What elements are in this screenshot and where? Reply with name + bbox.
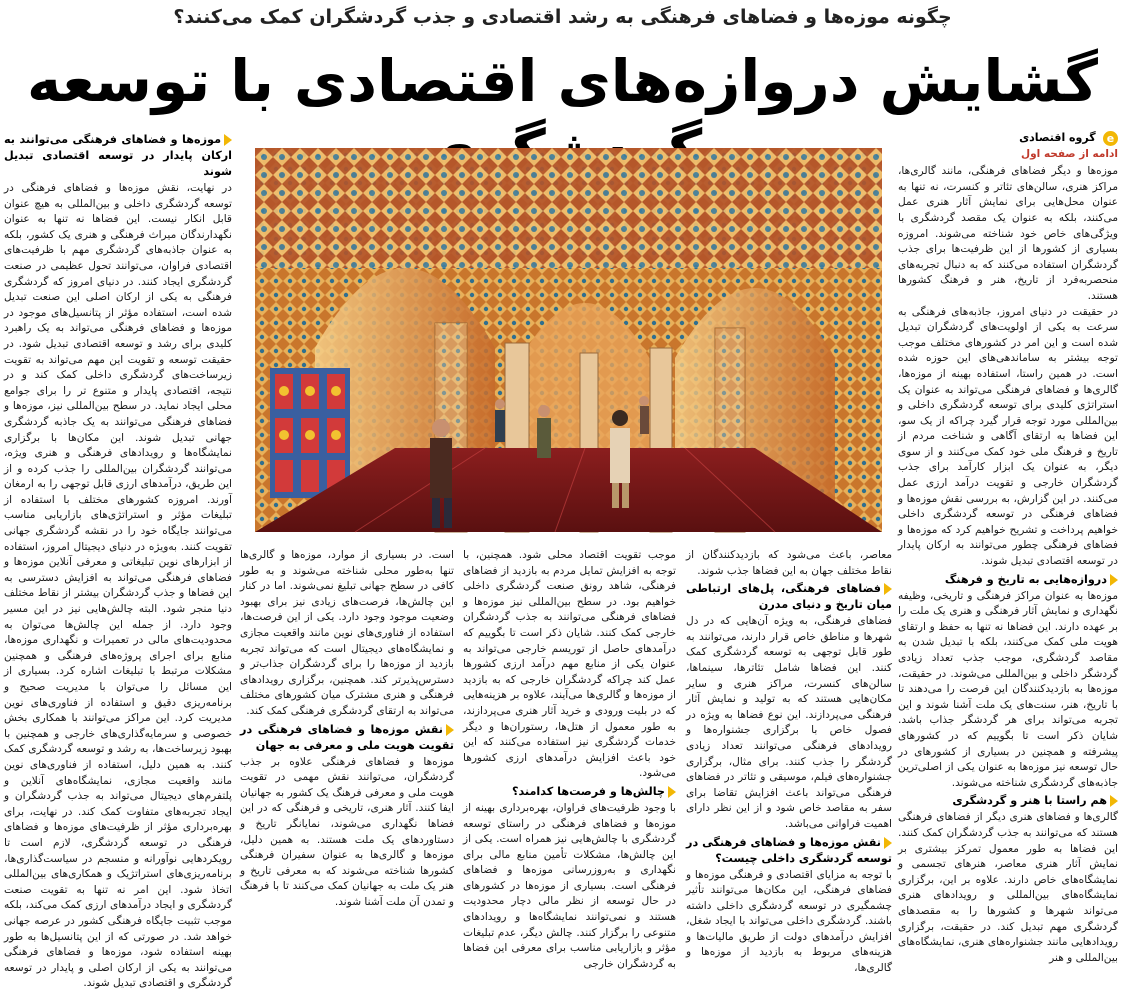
subheading-text: هم راستا با هنر و گردشگری	[952, 794, 1107, 808]
paragraph: معاصر، باعث می‌شود که بازدیدکنندگان از نقاط مختلف جهان به این فضاها جذب شوند.	[686, 549, 892, 577]
subheading-text: موزه‌ها و فضاهای فرهنگی می‌توانند به ارکان پایدار در توسعه اقتصادی تبدیل شوند	[4, 133, 232, 178]
paragraph: موزه‌ها به عنوان مراکز فرهنگی و تاریخی، وظیفه نگهداری و نمایش آثار فرهنگی و هنری یک ملت را بر عهده دارند. این فضاها نه تنها به حفظ و ارتقای هویت ملی کمک می‌کنند، بلکه با تبدیل شدن به مقاصد گردشگری، موجب جذب تعداد زیادی گردشگر داخلی و بین‌المللی می‌شوند. در حقیقت، موزه‌ها به بازدیدکنندگان این فرصت را می‌دهند تا با تاریخ، هنر، سنت‌های یک ملت آشنا شوند و این تجربه می‌تواند برای هر گردشگر جذاب باشد. شایان ذکر است تا بگوییم که در کشورهای پیشرفته و همچنین در بسیاری از کشورهای در حال توسعه نیز موزه‌ها به عنوان یکی از اصلی‌ترین جاذبه‌های گردشگری شناخته می‌شوند.	[898, 589, 1118, 789]
subheading	[898, 572, 1118, 588]
paragraph: است. در بسیاری از موارد، موزه‌ها و گالری‌ها تنها به‌طور محلی شناخته می‌شوند و به طور کافی در سطح جهانی تبلیغ نمی‌شوند. اما در کنار این چالش‌ها، فرصت‌های زیادی نیز برای بهبود وضعیت موجود وجود دارد. یکی از این فرصت‌ها، استفاده از فناوری‌های نوین مانند واقعیت مجازی و نمایشگاه‌های دیجیتال است که می‌تواند تجربه بازدید از موزه‌ها را برای گردشگران جذاب‌تر و دسترس‌پذیرتر کند. همچنین، برگزاری رویدادهای فرهنگی و هنری مشترک میان کشورهای مختلف می‌تواند به ارتقای گردشگری فرهنگی کمک کند.	[240, 549, 454, 717]
subheading	[463, 784, 676, 800]
article-column-3	[686, 548, 892, 975]
subheading	[898, 793, 1118, 809]
paragraph: در حقیقت در دنیای امروز، جاذبه‌های فرهنگی به سرعت به یکی از اولویت‌های گردشگران تبدیل شده است و این امر در کشورهای مختلف موجب توجه بیشتر به ساماندهی‌های این حوزه شده است. در همین راستا، استفاده بهینه از موزه‌ها، گالری‌ها و فضاهای فرهنگی می‌تواند به عنوان یک استراتژی کلیدی برای توسعه گردشگری داخلی و بین‌المللی مورد توجه قرار گیرد چراکه از یک سو، این فضاها به ارتقای آگاهی و شناخت مردم از تاریخ و فرهنگ ملی خود کمک می‌کنند و از سوی دیگر، به عنوان یک ابزار کارآمد برای جذب گردشگران خارجی و تقویت درآمد ارزی عمل می‌کنند. در این گزارش، به بررسی نقش موزه‌ها و فضاهای فرهنگی در توسعه گردشگری داخلی خواهیم پرداخت و تشریح خواهیم کرد که موزه‌ها و فضاهای فرهنگی چطور می‌توانند به ارکان پایدار در توسعه اقتصادی تبدیل شوند.	[898, 305, 1118, 568]
article-column-1	[898, 130, 1118, 964]
paragraph: موزه‌ها و فضاهای فرهنگی علاوه بر جذب گردشگران، می‌توانند نقش مهمی در تقویت هویت ملی و معرفی فرهنگ یک کشور به جهانیان ایفا کنند. آثار هنری، تاریخی و فرهنگی که در این فضاها نگهداری می‌شوند، نمایانگر تاریخ و دستاوردهای یک ملت هستند. به همین دلیل، موزه‌ها و گالری‌ها به عنوان سفیران فرهنگی کشورها شناخته می‌شوند که به معرفی تاریخ و هنر یک ملت به جهانیان کمک می‌کنند تا با فرهنگ و تمدن آن ملت آشنا شوند.	[240, 755, 454, 908]
subheading-text: فضاهای فرهنگی، پل‌های ارتباطی میان تاریخ و دنیای مدرن	[686, 582, 892, 612]
section-tag	[898, 130, 1118, 147]
article-column-5	[240, 548, 454, 925]
subheading-text: چالش‌ها و فرصت‌ها کدامند؟	[511, 784, 665, 798]
paragraph: موجب تقویت اقتصاد محلی شود. همچنین، با توجه به افزایش تمایل مردم به بازدید از فضاهای فرهنگی، شاهد رونق صنعت گردشگری داخلی خواهیم بود. در سطح بین‌المللی نیز موزه‌ها و فضاهای فرهنگی می‌توانند به جذب گردشگران خارجی کمک کنند. شایان ذکر است تا بگوییم که درآمدهای حاصل از توریسم خارجی می‌تواند به عنوان یکی از منابع مهم درآمد ارزی کشورها عمل کند چراکه گردشگران خارجی که به بازدید از موزه‌ها و گالری‌ها می‌آیند، علاوه بر هزینه‌هایی که در بلیت ورودی و خرید آثار هنری می‌پردازند، به طور معمول از هتل‌ها، رستوران‌ها و دیگر خدمات گردشگری نیز استفاده می‌کنند که این خود باعث افزایش درآمدهای ارزی کشورها می‌شود.	[463, 549, 676, 780]
paragraph: با توجه به مزایای اقتصادی و فرهنگی موزه‌ها و فضاهای فرهنگی، این مکان‌ها می‌توانند تأثیر چشمگیری در توسعه گردشگری داخلی داشته باشند. گردشگری داخلی می‌تواند با ایجاد شغل، افزایش درآمدهای دولت از طریق مالیات‌ها و هزینه‌های مربوط به بازدید از موزه‌ها و گالری‌ها،	[686, 868, 892, 975]
section-name: گروه اقتصادی	[1019, 131, 1096, 144]
mosque-interior-photo	[255, 148, 882, 532]
subheading	[240, 722, 454, 754]
publication-logo-icon: e	[1103, 131, 1118, 146]
subheading	[4, 132, 232, 180]
paragraph: فضاهای فرهنگی، به ویژه آن‌هایی که در دل شهرها و مناطق خاص قرار دارند، می‌توانند به طور قابل توجهی به توسعه گردشگری کمک کنند. این فضاها شامل تئاترها، سینماها، سالن‌های کنسرت، مراکز هنری و سایر مکان‌هایی هستند که به تولید و نمایش آثار فرهنگی می‌پردازند. این نوع فضاها به ویژه در فصول خاص با برگزاری جشنواره‌ها و رویدادهای فرهنگی می‌توانند تعداد زیادی گردشگر را جذب کنند. برای مثال، برگزاری جشنواره‌های فیلم، موسیقی و تئاتر در فضاهای فرهنگی می‌تواند باعث افزایش تقاضا برای سفر به مقاصد خاص شود و از این نظر دارای اهمیت فراوانی می‌باشد.	[686, 615, 892, 830]
subheading	[686, 581, 892, 613]
article-column-4	[463, 548, 676, 970]
headline: گشایش دروازه‌های اقتصادی با توسعه	[27, 47, 1098, 115]
paragraph: با وجود ظرفیت‌های فراوان، بهره‌برداری بهینه از موزه‌ها و فضاهای فرهنگی در راستای توسعه گردشگری با چالش‌هایی نیز همراه است. یکی از این چالش‌ها، مشکلات تأمین منابع مالی برای نگهداری و به‌روزرسانی موزه‌ها و فضاهای فرهنگی است. بسیاری از موزه‌ها در کشورهای در حال توسعه از نظر مالی دچار محدودیت هستند و نمی‌توانند نمایشگاه‌ها و رویدادهای متنوعی را برگزار کنند. چالش دیگر، عدم تبلیغات مؤثر و بازاریابی مناسب برای معرفی این فضاها به گردشگران خارجی	[463, 801, 676, 970]
continued-from-front: ادامه از صفحه اول	[1021, 147, 1118, 160]
subheading-text: دروازه‌هایی به تاریخ و فرهنگ	[944, 572, 1107, 586]
subheading-text: نقش موزه‌ها و فضاهای فرهنگی در توسعه گردشگری داخلی چیست؟	[686, 835, 892, 865]
photo-illustration	[255, 148, 882, 532]
subheading	[686, 835, 892, 867]
paragraph: در نهایت، نقش موزه‌ها و فضاهای فرهنگی در توسعه گردشگری داخلی و بین‌المللی به هیچ عنوان قابل انکار نیست. این فضاها نه تنها به عنوان نگهدارندگان میراث فرهنگی و هنری یک کشور، بلکه به عنوان جاذبه‌های گردشگری مهم با ظرفیت‌های اقتصادی فراوان، می‌توانند تحول عظیمی در صنعت گردشگری ایجاد کنند. در دنیای امروز که گردشگری فرهنگی به یکی از ارکان اصلی این صنعت تبدیل شده است، استفاده مؤثر از پتانسیل‌های موجود در موزه‌ها و فضاهای فرهنگی می‌تواند به یک راهبرد کلیدی برای رشد و توسعه اقتصادی تبدیل شود. در حقیقت توسعه و تقویت این مهم می‌تواند به تقویت زیرساخت‌های گردشگری داخلی کمک کند و در نتیجه، اقتصادی پایدار و متنوع تر را برای جوامع محلی ایجاد نماید. در سطح بین‌المللی نیز، موزه‌ها و فضاهای فرهنگی می‌توانند به یک جاذبه گردشگری جهانی تبدیل شوند. این مکان‌ها با برگزاری نمایشگاه‌ها و رویدادهای فرهنگی و هنری ویژه، می‌توانند گردشگران بین‌المللی را جذب کرده و از این طریق، درآمدهای ارزی قابل توجهی را به ارمغان آورند. امروزه کشورهای مختلف با استفاده از تبلیغات مؤثر و استراتژی‌های بازاریابی مناسب می‌توانند جایگاه خود را در نقشه گردشگری جهانی تقویت کنند. به‌ویژه در دنیای دیجیتال امروز، استفاده از ابزارهای نوین تبلیغاتی و معرفی آنلاین موزه‌ها و فضاهای فرهنگی می‌تواند به افزایش دسترسی به این فضاها و جذب گردشگران بیشتر از نقاط مختلف دنیا منجر شود. البته چالش‌هایی نیز در این مسیر وجود دارد. از جمله این چالش‌ها می‌توان به محدودیت‌های مالی در تعمیرات و نگهداری موزه‌ها، منابع برای اجرای پروژه‌های فرهنگی و همچنین مشکلات مرتبط با تبلیغات اشاره کرد. بسیاری از این مسائل را می‌توان با مدیریت صحیح و برنامه‌ریزی دقیق و استفاده از فناوری‌های نوین مدیریت کرد. این مراکز می‌توانند با همکاری بخش خصوصی و سرمایه‌گذاری‌های خارجی و همچنین با بهبود زیرساخت‌ها، به رشد و توسعه گردشگری کمک کنند. به همین دلیل، استفاده از فناوری‌های نوین مانند واقعیت مجازی، نمایشگاه‌های آنلاین و پلتفرم‌های دیجیتال می‌تواند به جذب گردشگران و ایجاد تجربه‌های متفاوت کمک کند. در نهایت، برای بهره‌برداری مؤثر از ظرفیت‌های موزه‌ها و فضاهای فرهنگی در توسعه گردشگری، لازم است تا رویکردهایی نوآورانه و منسجم در سیاست‌گذاری‌ها، برنامه‌ریزی‌های استراتژیک و همکاری‌های بین‌المللی اتخاذ شود. این امر نه تنها به تقویت صنعت گردشگری و ایجاد درآمدهای ارزی کمک می‌کند، بلکه موجب تثبیت جایگاه فرهنگی کشور در عرصه جهانی خواهد شد. در صورتی که از این پتانسیل‌ها به طور بهینه استفاده شود، موزه‌ها و فضاهای فرهنگی می‌توانند به یکی از ارکان اصلی و پایدار در توسعه گردشگری و اقتصادی تبدیل شوند.	[4, 182, 232, 990]
kicker-question: چگونه موزه‌ها و فضاهای فرهنگی به رشد اقتصادی و جذب گردشگران کمک می‌کنند؟	[173, 6, 952, 28]
article-column-2	[4, 130, 232, 990]
paragraph: گالری‌ها و فضاهای هنری دیگر از فضاهای فرهنگی هستند که می‌توانند به جذب گردشگران کمک کنند. این فضاها به طور معمول تمرکز بیشتری بر نمایش آثار هنری معاصر، هنرهای تجسمی و نمایشگاه‌های خاص دارند. علاوه بر این، برگزاری نمایشگاه‌های بین‌المللی و رویدادهای هنری می‌تواند شهرها و کشورها را به مقصدهای گردشگری مهم تبدیل کند. در حقیقت، برگزاری رویدادهایی مانند جشنواره‌های هنری، نمایشگاه‌های بین‌المللی و هنر	[898, 811, 1118, 964]
subheading-text: نقش موزه‌ها و فضاهای فرهنگی در تقویت هویت ملی و معرفی به جهان	[240, 722, 454, 752]
paragraph: موزه‌ها و دیگر فضاهای فرهنگی، مانند گالری‌ها، مراکز هنری، سالن‌های تئاتر و کنسرت، نه تنها به عنوان محل‌هایی برای نمایش آثار هنری عمل می‌کنند، بلکه به عنوان یک مقصد گردشگری با ویژگی‌های خاص خود شناخته می‌شوند. امروزه بسیاری از کشورها از این ظرفیت‌ها برای جذب گردشگران استفاده می‌کنند که به دنبال تجربه‌های منحصربه‌فرد از تاریخ، هنر و فرهنگ کشورها هستند.	[898, 165, 1118, 302]
